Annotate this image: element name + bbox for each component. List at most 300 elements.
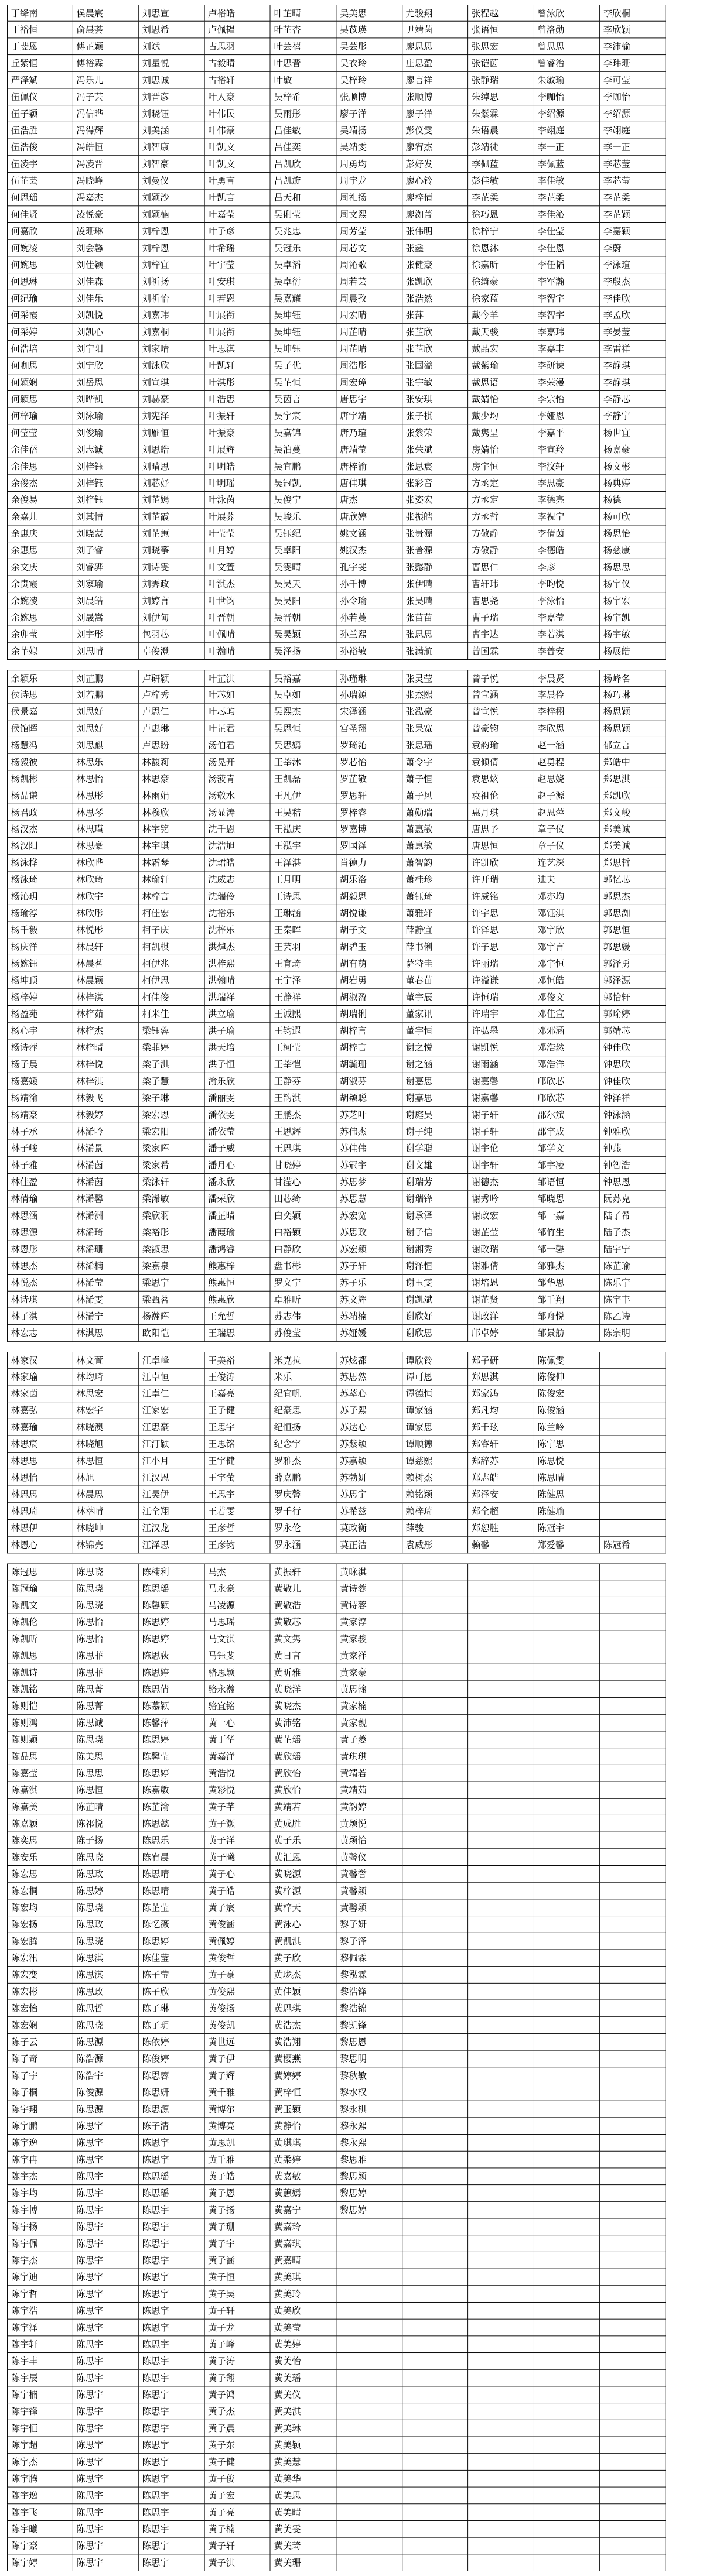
table-cell: 傅芷颖: [73, 38, 138, 55]
table-cell: [534, 1950, 600, 1967]
table-cell: 黄嘉玲: [271, 2218, 336, 2235]
table-cell: [402, 2320, 468, 2337]
table-cell: 谭德恒: [402, 1385, 468, 1402]
table-cell: 许溢谦: [468, 972, 534, 989]
table-cell: 戴婧怡: [468, 391, 534, 408]
table-cell: 谢子轩: [468, 1107, 534, 1123]
table-cell: 陈思晓: [73, 2017, 138, 2034]
table-cell: 刘思麒: [73, 737, 138, 754]
table-cell: 黄子涛: [204, 2353, 270, 2370]
table-cell: 张顺博: [336, 88, 402, 105]
table-cell: 陈思宇: [139, 2386, 204, 2403]
table-cell: 陈思宇: [73, 2202, 138, 2219]
table-cell: 傅裕霖: [73, 55, 138, 72]
table-cell: [468, 2320, 534, 2337]
table-cell: 陈凯诗: [7, 1664, 73, 1681]
table-cell: 陈俊涵: [534, 1402, 600, 1419]
table-cell: 徐巧恩: [468, 206, 534, 223]
table-cell: 刘芷蕙: [139, 525, 204, 542]
table-cell: 黄千雅: [204, 2152, 270, 2169]
table-cell: 叶浩思: [204, 391, 270, 408]
table-cell: 陈思宇: [139, 2320, 204, 2337]
table-cell: 吕佳敏: [271, 122, 336, 139]
table-cell: 杨千毅: [7, 922, 73, 939]
table-cell: 吴俐莹: [271, 206, 336, 223]
table-cell: 叶宇莹: [204, 256, 270, 273]
table-cell: 潘依莹: [204, 1123, 270, 1140]
table-cell: 钟燕: [600, 1140, 666, 1157]
table-cell: 汤伯君: [204, 737, 270, 754]
block-gap: [7, 1553, 666, 1563]
table-cell: 黄梓天: [271, 1899, 336, 1916]
table-row: [7, 525, 666, 542]
table-cell: 林宇琪: [139, 838, 204, 855]
table-cell: 陈思宇: [139, 2504, 204, 2521]
table-cell: 赖铭颖: [402, 1486, 468, 1503]
table-cell: 张灵莹: [402, 670, 468, 687]
table-row: [7, 804, 666, 821]
table-cell: [600, 2252, 666, 2269]
table-row: [7, 821, 666, 838]
table-cell: [402, 1883, 468, 1900]
table-cell: [600, 2554, 666, 2571]
table-cell: [402, 1564, 468, 1581]
table-cell: 李晨伶: [534, 687, 600, 704]
table-cell: 刘晨皓: [73, 592, 138, 609]
table-row: [7, 492, 666, 509]
table-cell: 马文淇: [204, 1630, 270, 1647]
table-cell: [402, 2118, 468, 2135]
table-cell: 黄子轩: [204, 2538, 270, 2555]
table-cell: 邹千翔: [534, 1292, 600, 1308]
table-cell: 杨泳桦: [7, 855, 73, 872]
table-cell: 郑美诚: [600, 821, 666, 838]
table-cell: 赵思娆: [534, 770, 600, 787]
table-cell: [600, 2168, 666, 2185]
table-cell: 邵尔斌: [534, 1107, 600, 1123]
table-cell: [534, 1916, 600, 1933]
table-cell: 叶振豪: [204, 424, 270, 441]
table-cell: 熊惠梓: [204, 1258, 270, 1275]
table-cell: 王琳涵: [271, 905, 336, 922]
table-cell: 俞晨荟: [73, 22, 138, 39]
table-cell: 黄子健: [204, 2454, 270, 2471]
table-cell: 杨宇宏: [600, 592, 666, 609]
table-cell: [534, 1630, 600, 1647]
table-cell: 林思宏: [73, 1385, 138, 1402]
table-row: [7, 1916, 666, 1933]
table-cell: 陈思宇: [139, 2286, 204, 2303]
table-cell: 黄馨颖: [336, 1899, 402, 1916]
table-row: [7, 1469, 666, 1486]
table-cell: 刘智康: [139, 139, 204, 156]
table-cell: 董宇辰: [402, 989, 468, 1006]
table-cell: 侯晨宸: [73, 5, 138, 22]
table-cell: [534, 2118, 600, 2135]
table-cell: [468, 2017, 534, 2034]
table-cell: 王彦钧: [204, 1537, 270, 1554]
table-cell: 陈宇锋: [7, 2403, 73, 2420]
table-cell: 林思伊: [7, 1520, 73, 1537]
table-cell: 冯皓恒: [73, 139, 138, 156]
table-row: [7, 1815, 666, 1832]
table-cell: [468, 2202, 534, 2219]
table-row: [7, 1580, 666, 1597]
table-cell: 黄俊扬: [204, 2000, 270, 2017]
table-cell: [600, 1614, 666, 1631]
table-cell: [534, 2386, 600, 2403]
table-row: [7, 1224, 666, 1241]
table-cell: 曾思思: [534, 38, 600, 55]
table-cell: 李嘉莹: [534, 609, 600, 626]
table-cell: 唐欣婷: [336, 509, 402, 526]
table-cell: 黄美瑶: [271, 2370, 336, 2387]
table-cell: [402, 2135, 468, 2152]
table-cell: [336, 2504, 402, 2521]
table-cell: 甘晓婷: [271, 1157, 336, 1174]
table-cell: 杨展皓: [600, 643, 666, 660]
block-gap: [7, 660, 666, 670]
table-cell: 陈思思: [73, 1765, 138, 1782]
table-cell: 王静芬: [271, 1073, 336, 1090]
table-cell: 黄靖若: [271, 1799, 336, 1815]
table-cell: 刘岳思: [73, 374, 138, 391]
table-cell: [534, 2286, 600, 2303]
table-cell: 黄子恒: [204, 2269, 270, 2286]
table-cell: [336, 2353, 402, 2370]
table-block: [7, 1352, 666, 1553]
table-cell: 谢子信: [402, 1224, 468, 1241]
table-row: [7, 737, 666, 754]
table-cell: 米乐: [271, 1369, 336, 1386]
table-cell: [468, 2185, 534, 2202]
table-row: [7, 1157, 666, 1174]
table-cell: 陈思晓: [73, 1564, 138, 1581]
table-cell: 曹轩玮: [468, 576, 534, 592]
table-cell: 江卓仁: [139, 1385, 204, 1402]
table-cell: 苏嘉颖: [336, 1453, 402, 1469]
table-cell: [600, 2504, 666, 2521]
table-cell: 苏文辉: [336, 1292, 402, 1308]
table-cell: 黄博亮: [204, 2118, 270, 2135]
table-cell: [468, 1916, 534, 1933]
table-cell: 黄馨仪: [336, 1849, 402, 1866]
table-cell: 叶莹莹: [204, 525, 270, 542]
table-cell: 陈思哲: [73, 2000, 138, 2017]
table-cell: 陈思宇: [73, 2118, 138, 2135]
table-cell: 陈嘉美: [7, 1799, 73, 1815]
table-cell: 林思恒: [73, 1453, 138, 1469]
table-cell: 张荣斌: [402, 441, 468, 458]
table-row: [7, 1967, 666, 1984]
table-cell: 黄颖怡: [336, 1832, 402, 1849]
table-cell: 方敬静: [468, 525, 534, 542]
table-cell: 徐嘉昕: [468, 256, 534, 273]
table-row: [7, 2320, 666, 2337]
table-cell: 杨品谦: [7, 787, 73, 804]
table-cell: 纪念宇: [271, 1436, 336, 1453]
table-cell: [600, 1647, 666, 1664]
table-cell: 黄家楠: [336, 1698, 402, 1715]
table-row: [7, 1520, 666, 1537]
table-cell: 王思铭: [204, 1436, 270, 1453]
table-cell: 罗琦沁: [336, 737, 402, 754]
table-cell: 黄美仪: [271, 2386, 336, 2403]
table-cell: [534, 2521, 600, 2538]
table-cell: 李倩茵: [534, 525, 600, 542]
table-row: [7, 670, 666, 687]
table-cell: 白奕颖: [271, 1207, 336, 1224]
table-cell: [468, 1866, 534, 1883]
table-cell: 薛静宜: [402, 922, 468, 939]
table-row: [7, 720, 666, 737]
table-cell: 刘颖沙: [139, 190, 204, 207]
table-cell: [600, 1664, 666, 1681]
table-cell: 迪夫: [534, 871, 600, 888]
table-cell: 胡悦谦: [336, 905, 402, 922]
table-row: [7, 2152, 666, 2169]
table-cell: 黄敬浩: [271, 1597, 336, 1614]
table-cell: 罗永涵: [271, 1537, 336, 1554]
table-cell: 冯得辉: [73, 122, 138, 139]
table-cell: 黄子宏: [204, 2488, 270, 2505]
table-cell: 黄嘉晴: [271, 2252, 336, 2269]
table-row: [7, 1123, 666, 1140]
table-cell: [402, 2202, 468, 2219]
table-cell: 李研谏: [534, 358, 600, 375]
table-cell: 王彦哲: [204, 1520, 270, 1537]
table-row: [7, 1984, 666, 2000]
table-cell: [336, 2521, 402, 2538]
table-cell: 苏思宁: [336, 1486, 402, 1503]
table-cell: 侯景嘉: [7, 704, 73, 721]
table-cell: [468, 1614, 534, 1631]
table-cell: 黄日言: [271, 1647, 336, 1664]
table-cell: 古毅晴: [204, 55, 270, 72]
table-cell: [600, 1698, 666, 1715]
table-cell: [402, 2034, 468, 2051]
table-cell: 谢之涵: [402, 1056, 468, 1073]
table-cell: [468, 1950, 534, 1967]
table-cell: 张国溢: [402, 358, 468, 375]
table-cell: 李佳恩: [534, 240, 600, 257]
table-cell: [600, 1715, 666, 1732]
table-cell: 许威铭: [468, 888, 534, 905]
table-cell: 黄美莹: [271, 2320, 336, 2337]
table-cell: 梁嘉泉: [139, 1258, 204, 1275]
table-cell: 黄凯淇: [271, 1933, 336, 1950]
table-cell: 叶子彦: [204, 223, 270, 240]
table-cell: 陈子扬: [73, 1832, 138, 1849]
table-cell: [402, 2185, 468, 2202]
table-cell: 房婧怡: [468, 441, 534, 458]
table-cell: 刘思晴: [73, 643, 138, 660]
table-cell: [402, 1849, 468, 1866]
table-cell: 叶思晋: [271, 55, 336, 72]
table-cell: 杨君政: [7, 804, 73, 821]
table-row: [7, 1191, 666, 1208]
table-cell: 苏思然: [336, 1369, 402, 1386]
table-cell: 林佳盈: [7, 1174, 73, 1191]
table-cell: 陈思淇: [73, 1967, 138, 1984]
table-cell: 谢欣思: [402, 1325, 468, 1342]
table-cell: [402, 2286, 468, 2303]
table-cell: [600, 2386, 666, 2403]
table-cell: 陈子琳: [139, 2000, 204, 2017]
table-row: [7, 475, 666, 492]
table-cell: 曾国霖: [468, 643, 534, 660]
table-cell: 邓邪涵: [534, 1023, 600, 1040]
table-cell: 陈思宇: [73, 2218, 138, 2235]
table-cell: 陈思宇: [73, 2437, 138, 2454]
table-cell: 黄家淳: [336, 1614, 402, 1631]
table-cell: 李嘉平: [534, 424, 600, 441]
table-cell: 钟思恩: [600, 1174, 666, 1191]
table-cell: 熊惠恒: [204, 1275, 270, 1292]
table-cell: [402, 1731, 468, 1748]
table-cell: [336, 2252, 402, 2269]
table-cell: [336, 2386, 402, 2403]
table-cell: 杨文彬: [600, 458, 666, 475]
table-row: [7, 1107, 666, 1123]
table-cell: 吴美思: [336, 5, 402, 22]
table-cell: 谢之悦: [402, 1039, 468, 1056]
table-row: [7, 955, 666, 972]
table-cell: 陈健思: [534, 1486, 600, 1503]
table-cell: 张泓豪: [402, 704, 468, 721]
table-cell: 刘晓筝: [139, 542, 204, 559]
table-cell: 曾睿治: [534, 55, 600, 72]
table-row: [7, 441, 666, 458]
table-cell: 林思豪: [139, 770, 204, 787]
table-row: [7, 2370, 666, 2387]
table-row: [7, 2118, 666, 2135]
table-cell: 尤骏翔: [402, 5, 468, 22]
table-cell: 梁宏恩: [139, 1107, 204, 1123]
table-cell: 王嘉亮: [204, 1385, 270, 1402]
table-cell: 谢泽恒: [402, 1258, 468, 1275]
table-cell: 江昊伊: [139, 1486, 204, 1503]
table-cell: [402, 1950, 468, 1967]
table-cell: 何浩培: [7, 341, 73, 358]
table-cell: 刘思好: [73, 704, 138, 721]
table-cell: 张思宏: [468, 38, 534, 55]
table-cell: 吴冠乐: [271, 240, 336, 257]
table-cell: 黄子龙: [204, 2320, 270, 2337]
table-cell: 袁倾倩: [468, 754, 534, 771]
table-row: [7, 2101, 666, 2118]
table-cell: 唐杰: [336, 492, 402, 509]
table-cell: 叶伟豪: [204, 122, 270, 139]
table-cell: 陈安乐: [7, 1849, 73, 1866]
table-cell: 何采婷: [7, 324, 73, 341]
table-cell: 戴紫瑜: [468, 358, 534, 375]
table-cell: 陈宇哲: [7, 2286, 73, 2303]
table-cell: [402, 2336, 468, 2353]
table-cell: 李芷柔: [468, 190, 534, 207]
table-cell: 叶凯言: [204, 190, 270, 207]
table-cell: [534, 1748, 600, 1765]
table-cell: [402, 2353, 468, 2370]
table-row: [7, 905, 666, 922]
table-cell: 刘晟嵩: [73, 609, 138, 626]
table-cell: 刘思宣: [139, 5, 204, 22]
table-cell: 唐佳琪: [336, 475, 402, 492]
table-row: [7, 2403, 666, 2420]
table-cell: [468, 2454, 534, 2471]
table-cell: 莫正洁: [336, 1537, 402, 1554]
table-cell: 赵勇程: [534, 754, 600, 771]
table-cell: 丁绛南: [7, 5, 73, 22]
table-cell: [534, 1597, 600, 1614]
table-cell: [468, 1681, 534, 1698]
table-cell: 陈思宇: [139, 2370, 204, 2387]
table-cell: 许丽瑞: [468, 955, 534, 972]
table-cell: 陈佩雯: [534, 1352, 600, 1369]
table-cell: 刘诗雯: [139, 559, 204, 576]
table-cell: 刘晓蒙: [73, 525, 138, 542]
table-cell: 吴嘉锦: [271, 424, 336, 441]
table-cell: 余惠庆: [7, 525, 73, 542]
table-cell: 谢宇轩: [468, 1157, 534, 1174]
table-cell: 李佳欣: [600, 290, 666, 307]
table-cell: 王子健: [204, 1402, 270, 1419]
table-cell: 胡梓言: [336, 1039, 402, 1056]
table-cell: 梁钰蓉: [139, 1023, 204, 1040]
table-cell: 余颖乐: [7, 670, 73, 687]
table-cell: 杨德: [600, 492, 666, 509]
table-cell: [402, 1647, 468, 1664]
table-cell: 叶佩晴: [204, 626, 270, 643]
table-cell: 林思宸: [7, 1436, 73, 1453]
table-cell: 廖洳菁: [402, 206, 468, 223]
table-row: [7, 1782, 666, 1799]
table-cell: 黄子心: [204, 1866, 270, 1883]
table-cell: [534, 1967, 600, 1984]
table-block: [7, 5, 666, 660]
table-cell: 林思乐: [73, 754, 138, 771]
table-cell: [534, 1883, 600, 1900]
table-cell: 陈宇杰: [7, 2252, 73, 2269]
table-cell: 江卓峰: [139, 1352, 204, 1369]
table-cell: 陈宏扬: [7, 1916, 73, 1933]
table-cell: 方丞定: [468, 475, 534, 492]
table-cell: 甘滢心: [271, 1174, 336, 1191]
table-row: [7, 938, 666, 955]
table-cell: 李娅恩: [534, 408, 600, 425]
table-cell: 陈宥晨: [139, 1849, 204, 1866]
table-cell: [468, 2218, 534, 2235]
table-cell: [402, 2168, 468, 2185]
table-cell: 苏萃心: [336, 1385, 402, 1402]
table-cell: 伍浩俊: [7, 139, 73, 156]
table-cell: [402, 1597, 468, 1614]
table-cell: [600, 2336, 666, 2353]
table-cell: 谭可恩: [402, 1369, 468, 1386]
table-cell: 叶文萱: [204, 559, 270, 576]
table-cell: 林悦彤: [73, 922, 138, 939]
table-cell: 江卓恒: [139, 1369, 204, 1386]
table-cell: [600, 2538, 666, 2555]
table-row: [7, 754, 666, 771]
table-cell: 黄馨誉: [336, 1866, 402, 1883]
table-cell: 罗雅杰: [271, 1453, 336, 1469]
table-cell: 黄佳颖: [271, 1984, 336, 2000]
table-cell: 萨特圭: [402, 955, 468, 972]
table-cell: 王诗思: [271, 888, 336, 905]
table-cell: 郑思淇: [468, 1369, 534, 1386]
table-cell: 王静祥: [271, 989, 336, 1006]
